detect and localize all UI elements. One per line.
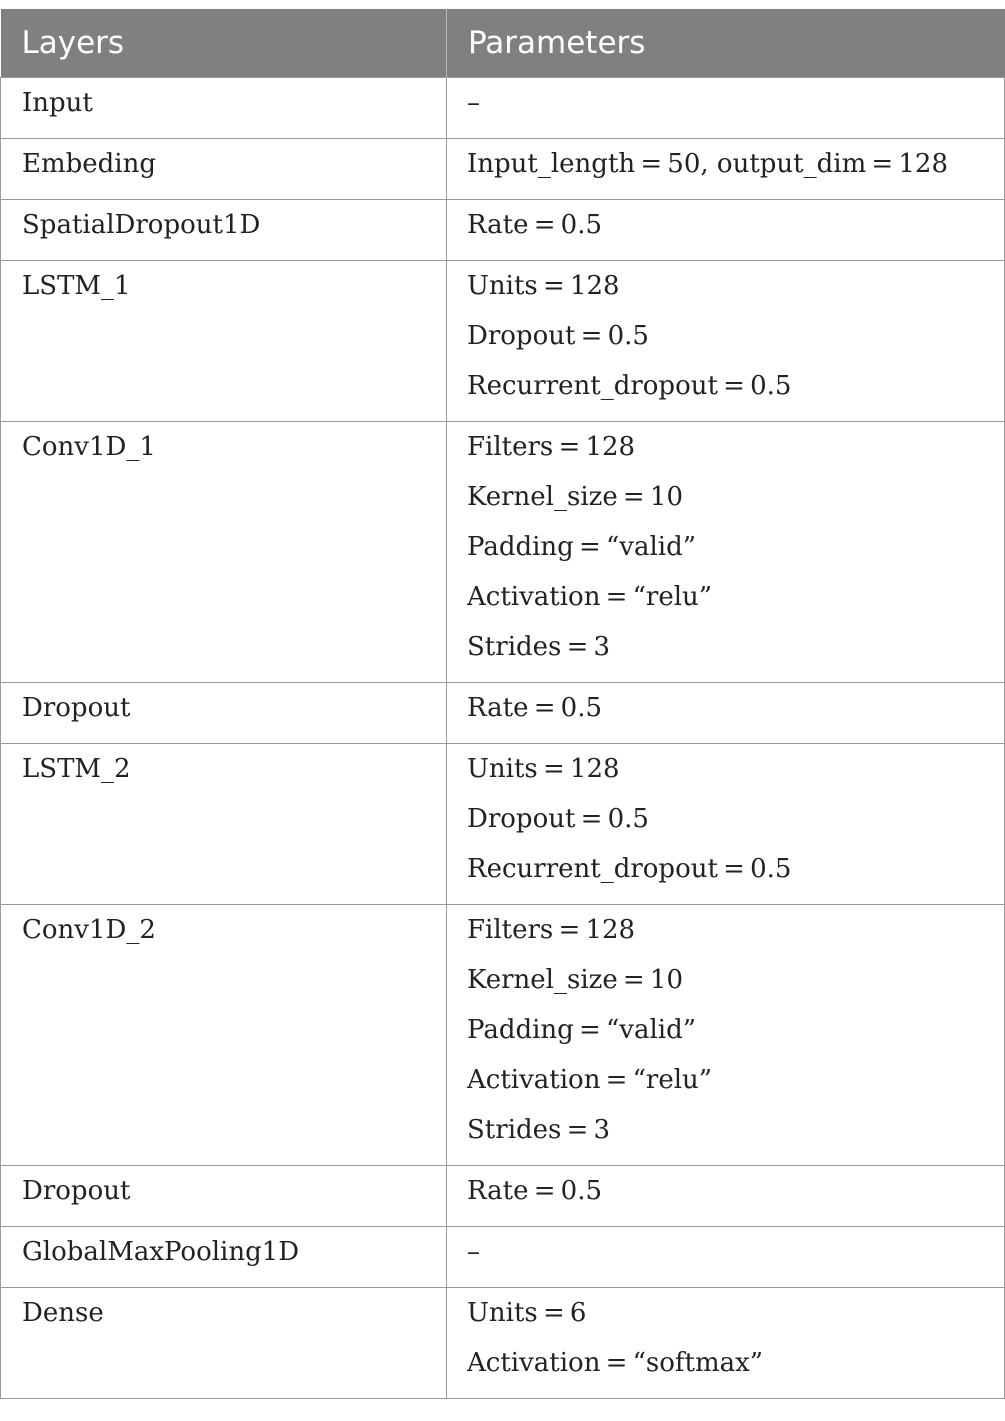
layer-name: LSTM_2: [22, 753, 131, 784]
layer-name: Dense: [22, 1297, 104, 1328]
parameter-value: Kernel_size = 10: [467, 481, 683, 512]
parameter-value: Strides = 3: [467, 1114, 611, 1145]
header-parameters: Parameters: [447, 9, 1005, 77]
layer-name: Embeding: [22, 148, 157, 179]
parameter-value: –: [467, 87, 480, 118]
parameter-value: Padding = “valid”: [467, 1014, 697, 1045]
parameter-value: Kernel_size = 10: [467, 964, 683, 995]
parameters-cell: [447, 1226, 1005, 1287]
parameter-value: Input_length = 50, output_dim = 128: [467, 148, 949, 179]
table-row: [1, 904, 1005, 1165]
parameter-value: Recurrent_dropout = 0.5: [467, 853, 792, 884]
parameters-cell: [447, 682, 1005, 743]
parameters-cell: [447, 199, 1005, 260]
layer-name: LSTM_1: [22, 270, 131, 301]
parameter-value: Units = 128: [467, 753, 620, 784]
layer-cell: [1, 138, 447, 199]
table-body: [1, 77, 1005, 1398]
header-layers: Layers: [1, 9, 447, 77]
parameter-value: Activation = “relu”: [467, 1064, 713, 1095]
parameters-cell: [447, 904, 1005, 1165]
parameters-cell: [447, 1165, 1005, 1226]
parameter-value: –: [467, 1236, 480, 1267]
parameters-cell: [447, 260, 1005, 421]
layer-cell: [1, 77, 447, 138]
parameter-value: Filters = 128: [467, 431, 636, 462]
table-header: [1, 9, 1005, 77]
parameter-value: Padding = “valid”: [467, 531, 697, 562]
layer-name: Conv1D_2: [22, 914, 156, 945]
layer-name: Input: [22, 87, 93, 118]
layer-name: Dropout: [22, 692, 131, 723]
parameters-cell: [447, 421, 1005, 682]
layer-cell: [1, 1287, 447, 1398]
parameter-value: Activation = “softmax”: [467, 1347, 764, 1378]
layer-cell: [1, 199, 447, 260]
parameter-value: Dropout = 0.5: [467, 320, 649, 351]
table-row: [1, 199, 1005, 260]
parameter-value: Dropout = 0.5: [467, 803, 649, 834]
layer-cell: [1, 1165, 447, 1226]
layer-name: Conv1D_1: [22, 431, 156, 462]
parameter-value: Rate = 0.5: [467, 1175, 603, 1206]
parameter-value: Strides = 3: [467, 631, 611, 662]
table-row: [1, 138, 1005, 199]
layer-cell: [1, 743, 447, 904]
table-row: [1, 743, 1005, 904]
parameter-value: Rate = 0.5: [467, 209, 603, 240]
parameters-cell: [447, 743, 1005, 904]
table-row: [1, 682, 1005, 743]
parameter-value: Units = 128: [467, 270, 620, 301]
layer-cell: [1, 260, 447, 421]
layer-name: GlobalMaxPooling1D: [22, 1236, 300, 1267]
layer-name: Dropout: [22, 1175, 131, 1206]
header-row: [1, 9, 1005, 77]
layer-cell: [1, 1226, 447, 1287]
layer-cell: [1, 421, 447, 682]
parameter-value: Filters = 128: [467, 914, 636, 945]
parameter-value: Activation = “relu”: [467, 581, 713, 612]
layer-cell: [1, 904, 447, 1165]
parameters-cell: [447, 1287, 1005, 1398]
layer-name: SpatialDropout1D: [22, 209, 261, 240]
table-row: [1, 1287, 1005, 1398]
table-row: [1, 260, 1005, 421]
table-row: [1, 421, 1005, 682]
table-row: [1, 1165, 1005, 1226]
layers-table: [0, 9, 1005, 1399]
parameters-cell: [447, 77, 1005, 138]
layer-cell: [1, 682, 447, 743]
parameters-cell: [447, 138, 1005, 199]
parameter-value: Recurrent_dropout = 0.5: [467, 370, 792, 401]
parameter-value: Rate = 0.5: [467, 692, 603, 723]
table-row: [1, 1226, 1005, 1287]
parameter-value: Units = 6: [467, 1297, 587, 1328]
table-row: [1, 77, 1005, 138]
